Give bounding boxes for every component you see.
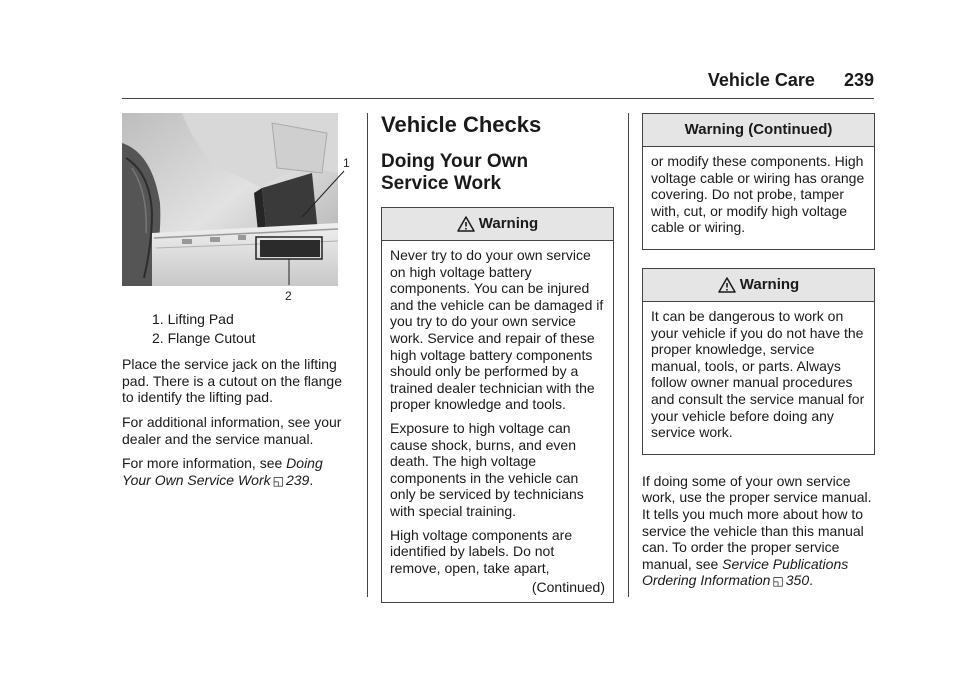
- warning-paragraph-2: Exposure to high voltage can cause shock, burns, and even death. The high voltage components in the vehicle can only be serviced by technicians with special training.: [390, 419, 584, 519]
- caption-lifting-pad: 1. Lifting Pad: [152, 311, 234, 327]
- lifting-pad-figure: [122, 113, 354, 303]
- xref-page[interactable]: 239: [285, 471, 310, 488]
- callout-1: 1: [343, 156, 350, 170]
- warning-box-high-voltage: [381, 207, 614, 603]
- warning-triangle-icon: [457, 216, 475, 232]
- caption-flange-cutout: 2. Flange Cutout: [152, 329, 256, 346]
- column-3: [642, 113, 875, 598]
- paragraph-more-info: For more information, see Doing Your Own Service Work ◱ 239.: [122, 455, 323, 488]
- warning-continued-header: Warning (Continued): [643, 114, 874, 147]
- warning2-header: [643, 269, 874, 302]
- header-title: Vehicle Care: [707, 70, 815, 90]
- continued-label: (Continued): [531, 579, 605, 596]
- paragraph-service-manual: If doing some of your own service work, use the proper service manual. It tells you much more about how to service the vehicle than this manual can. To order the proper service manual, see Service Publications Ordering Information ◱ 350.: [642, 472, 872, 589]
- warning2-title: Warning: [739, 275, 800, 293]
- column-1: [122, 113, 354, 497]
- page-reference-icon: ◱: [772, 574, 784, 589]
- column-divider-2: [628, 113, 629, 597]
- callout-2: 2: [285, 289, 292, 303]
- xref-link-service-publications[interactable]: Service Publications Ordering Information: [642, 555, 849, 589]
- xref-link-doing-your-own-service-work[interactable]: Doing Your Own Service Work: [122, 455, 323, 488]
- warning-header: [382, 208, 613, 241]
- paragraph-additional-info: For additional information, see your dealer and the service manual.: [122, 413, 342, 447]
- warning2-body: [643, 302, 874, 454]
- warning-triangle-icon: [718, 277, 736, 293]
- warning-continued-text: or modify these components. High voltage cable or wiring has orange covering. Do not probe, tamper with, cut, or modify high voltage cable or wiring.: [651, 153, 865, 236]
- warning-box-dangerous-work: [642, 268, 875, 455]
- warning2-text: It can be dangerous to work on your vehicle if you do not have the proper knowledge, service manual, tools, or parts. Always follow owner manual procedures and consult the service manual for your vehicle before doing any service work.: [651, 307, 865, 441]
- subsection-title: Doing Your Own Service Work: [381, 151, 529, 194]
- warning-paragraph-3: High voltage components are identified by labels. Do not remove, open, take apart,: [390, 526, 573, 576]
- warning-continued-body: [643, 147, 874, 249]
- warning-title: Warning: [478, 215, 539, 232]
- page-number: 239: [843, 70, 874, 90]
- paragraph-jack-placement: Place the service jack on the lifting pad. There is a cutout on the flange to identify the lifting pad.: [122, 356, 343, 406]
- column-divider-1: [367, 113, 368, 597]
- warning-box-continued: [642, 113, 875, 250]
- page-reference-icon: ◱: [272, 473, 284, 488]
- lifting-pad-illustration: [122, 113, 354, 303]
- warning-body: [382, 241, 613, 602]
- xref-page[interactable]: 350: [785, 572, 810, 589]
- section-title: Vehicle Checks: [381, 112, 542, 137]
- column-2: [381, 113, 614, 621]
- header-rule: [122, 98, 874, 99]
- warning-paragraph-1: Never try to do your own service on high voltage battery components. You can be injured and the vehicle can be damaged if you try to do your own service work. Service and repair of these high voltage battery components should only be performed by a trained dealer technician with the proper knowledge and tools.: [390, 247, 604, 413]
- figure-captions: [152, 311, 354, 346]
- running-header: [122, 70, 874, 91]
